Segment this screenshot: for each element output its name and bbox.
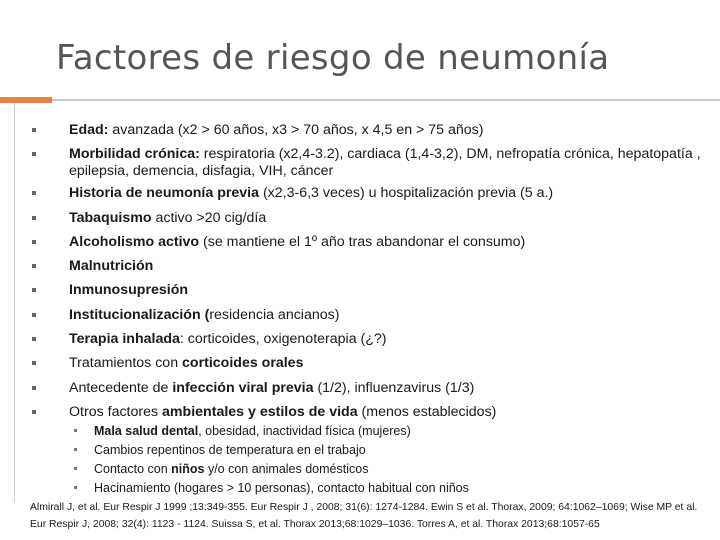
bullet-icon — [32, 216, 36, 220]
title-divider — [52, 99, 720, 101]
item-prefix: Tratamientos con — [69, 355, 183, 372]
list-item — [32, 282, 712, 299]
list-item — [32, 210, 712, 227]
bullet-icon — [32, 191, 36, 195]
item-bold: Morbilidad crónica: — [69, 146, 200, 163]
item-text: activo >20 cig/día — [151, 209, 267, 226]
bullet-icon — [32, 264, 36, 268]
item-bold: Malnutrición — [69, 258, 154, 275]
list-item — [32, 307, 712, 324]
list-item — [32, 380, 712, 397]
item-text: : corticoides, oxigenoterapia (¿?) — [179, 331, 387, 348]
slide-title: Factores de riesgo de neumonía — [56, 38, 610, 78]
list-item — [32, 404, 712, 421]
item-prefix: Otros factores — [69, 403, 163, 420]
item-text: (menos establecidos) — [357, 403, 497, 420]
item-text: residencia ancianos) — [209, 306, 340, 323]
item-bold: Institucionalización ( — [69, 306, 210, 323]
title-accent-bar — [0, 97, 52, 103]
item-text: , obesidad, inactividad física (mujeres) — [198, 424, 411, 438]
item-bold: Mala salud dental — [94, 424, 199, 438]
item-bold: niños — [171, 462, 205, 476]
item-text: (se mantiene el 1º año tras abandonar el consumo) — [199, 233, 526, 250]
sub-factor-list — [74, 424, 714, 500]
left-border-line — [14, 103, 15, 503]
bullet-icon — [32, 337, 36, 341]
item-bold: Terapia inhalada — [69, 331, 180, 348]
bullet-icon — [32, 240, 36, 244]
item-bold: Historia de neumonía previa — [69, 185, 260, 202]
sub-bullet-icon — [74, 486, 77, 489]
list-item — [32, 146, 712, 180]
bullet-icon — [32, 386, 36, 390]
item-text: respiratoria (x2,4-3.2), cardiaca (1,4-3,2), DM, nefropatía crónica, hepatopatía , epilepsia, demencia, disfagia, VIH, cáncer — [69, 146, 701, 180]
bullet-icon — [32, 128, 36, 132]
item-bold: Inmunosupresión — [69, 282, 189, 299]
sub-bullet-icon — [74, 448, 77, 451]
list-item — [32, 122, 712, 139]
item-text: (x2,3-6,3 veces) u hospitalización previa (5 a.) — [259, 185, 554, 202]
list-item — [32, 185, 712, 202]
bullet-icon — [32, 152, 36, 156]
bullet-icon — [32, 361, 36, 365]
item-text: Hacinamiento (hogares > 10 personas), contacto habitual con niños — [94, 481, 469, 495]
list-item — [32, 355, 712, 372]
sub-list-item — [74, 443, 714, 458]
item-bold: Alcoholismo activo — [69, 233, 200, 250]
references: Almirall J, et al. Eur Respir J 1999 ;13:349-355. Eur Respir J , 2008; 31(6): 1274-1284. Ewin S et al. Thorax, 2009; 64:1062–1069; Wise MP et al. Eur Respir J, 2008; 32(4): 1123 - 1124. Suissa S, et al. Thorax 2013;68:1029–1036. Torres A, et al. Thorax 2013;68:1057-65 — [30, 502, 698, 530]
risk-factor-list — [32, 122, 712, 428]
item-text: Cambios repentinos de temperatura en el trabajo — [94, 443, 366, 457]
item-text: y/o con animales domésticos — [204, 462, 369, 476]
item-prefix: Contacto con — [94, 462, 172, 476]
item-bold: Tabaquismo — [69, 209, 152, 226]
item-text: (1/2), influenzavirus (1/3) — [313, 379, 475, 396]
item-bold: ambientales y estilos de vida — [162, 403, 358, 420]
item-prefix: Antecedente de — [69, 379, 173, 396]
sub-list-item — [74, 462, 714, 477]
sub-bullet-icon — [74, 429, 77, 432]
item-bold: Edad: — [69, 122, 109, 138]
sub-list-item — [74, 481, 714, 496]
list-item — [32, 234, 712, 251]
bullet-icon — [32, 313, 36, 317]
bullet-icon — [32, 410, 36, 414]
sub-list-item — [74, 424, 714, 439]
sub-bullet-icon — [74, 467, 77, 470]
item-bold: corticoides orales — [182, 355, 304, 372]
item-bold: infección viral previa — [172, 379, 314, 396]
list-item — [32, 258, 712, 275]
bullet-icon — [32, 288, 36, 292]
item-text: avanzada (x2 > 60 años, x3 > 70 años, x 4,5 en > 75 años) — [108, 122, 484, 138]
list-item — [32, 331, 712, 348]
